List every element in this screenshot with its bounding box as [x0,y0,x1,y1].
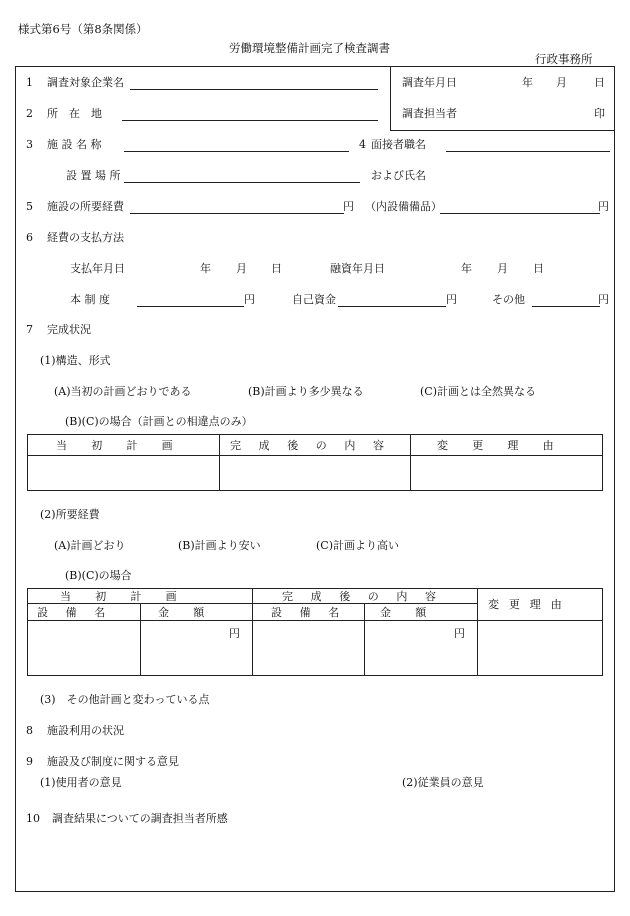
sec5-breakdown: （内設備備品） [365,200,442,213]
t1-header-reason: 変更理由 [437,439,578,452]
t1-cell-result[interactable] [220,456,409,490]
interviewee-title-field[interactable] [446,151,610,152]
loan-year: 年 [461,262,472,275]
t2-cell-equip-result[interactable] [253,621,363,675]
own-funds-label: 自己資金 [292,293,336,306]
difference-case-label: (B)(C)の場合（計画との相違点のみ） [65,415,253,428]
t1-cell-plan[interactable] [28,456,218,490]
cost-option-b[interactable]: (B)計画より安い [178,539,261,552]
employee-opinion-label: (2)従業員の意見 [402,776,484,789]
cost-option-a[interactable]: (A)計画どおり [54,539,126,552]
t2-cell-equip-plan[interactable] [28,621,139,675]
t2-group-plan: 当初計画 [60,590,201,603]
t1-cell-reason[interactable] [411,456,602,490]
company-name-field[interactable] [130,89,378,90]
option-a[interactable]: (A)当初の計画どおりである [54,385,192,398]
loan-day: 日 [533,262,544,275]
survey-box-divider [390,66,391,130]
seal-mark: 印 [594,107,605,120]
t2-cell-reason[interactable] [478,621,602,675]
system-label: 本 制 度 [70,293,110,306]
t2-header-reason: 変更理由 [488,598,572,611]
facility-name-field[interactable] [124,151,349,152]
pay-year: 年 [200,262,211,275]
sec4-label2: および氏名 [371,169,426,182]
sec9-number: 9 [26,755,33,768]
sec3-number: 3 [26,138,33,151]
loan-date-label: 融資年月日 [330,262,385,275]
t1-header-result: 完成後の内容 [230,439,402,452]
system-yen: 円 [244,293,255,306]
own-funds-yen: 円 [446,293,457,306]
sec6-label: 経費の支払方法 [47,231,124,244]
other-changes-subheading: (3) その他計画と変わっている点 [40,693,210,706]
sec7-label: 完成状況 [47,323,91,336]
sec7-number: 7 [26,323,33,336]
t2-header-equip-result: 設備名 [271,606,357,619]
survey-month: 月 [556,76,567,89]
pay-day: 日 [271,262,282,275]
sec4-number: 4 [359,138,366,151]
sec5-label: 施設の所要経費 [47,200,124,213]
sec8-number: 8 [26,724,33,737]
sec4-label: 面接者職名 [371,138,426,151]
sec2-label: 所 在 地 [47,107,102,120]
loan-month: 月 [497,262,508,275]
cost-subheading: (2)所要経費 [40,508,100,521]
sec3-label: 施 設 名 称 [47,138,102,151]
t2-yen-result: 円 [454,627,465,640]
cost-case-label: (B)(C)の場合 [65,569,132,582]
sec10-number: 10 [26,812,40,825]
survey-person-label: 調査担当者 [402,107,457,120]
t1-header-plan: 当初計画 [56,439,197,452]
sec1-label: 調査対象企業名 [47,76,124,89]
other-amount-field[interactable] [532,306,600,307]
survey-year: 年 [522,76,533,89]
t2-header-equip-plan: 設備名 [37,606,123,619]
office-name: 行政事務所 [535,52,593,66]
t2-header-amount-result: 金額 [380,606,451,619]
equipment-cost-field[interactable] [440,213,600,214]
cost-option-c[interactable]: (C)計画より高い [316,539,399,552]
sec9-label: 施設及び制度に関する意見 [47,755,179,768]
t2-cell-amount-plan[interactable] [141,621,251,675]
pay-month: 月 [236,262,247,275]
t2-header-amount-plan: 金額 [158,606,229,619]
document-title: 労働環境整備計画完了検査調書 [229,41,390,55]
location-field[interactable] [124,182,360,183]
t2-group-result: 完成後の内容 [282,590,454,603]
other-label: その他 [492,293,525,306]
sec6-number: 6 [26,231,33,244]
sec10-label: 調査結果についての調査担当者所感 [52,812,228,825]
pay-date-label: 支払年月日 [70,262,125,275]
option-c[interactable]: (C)計画とは全然異なる [420,385,536,398]
address-field[interactable] [122,120,378,121]
t2-yen-plan: 円 [229,627,240,640]
sec5-yen2: 円 [598,200,609,213]
system-amount-field[interactable] [137,306,244,307]
survey-box-bottom [390,130,615,131]
location-label: 設 置 場 所 [66,169,121,182]
sec5-yen1: 円 [343,200,354,213]
structure-subheading: (1)構造、形式 [40,354,111,367]
sec2-number: 2 [26,107,33,120]
sec8-label: 施設利用の状況 [47,724,124,737]
survey-day: 日 [594,76,605,89]
survey-date-label: 調査年月日 [402,76,457,89]
sec1-number: 1 [26,76,33,89]
t2-cell-amount-result[interactable] [365,621,476,675]
cost-field[interactable] [130,213,344,214]
option-b[interactable]: (B)計画より多少異なる [248,385,364,398]
own-funds-field[interactable] [338,306,446,307]
form-number: 様式第6号（第8条関係） [18,22,148,36]
user-opinion-label: (1)使用者の意見 [40,776,122,789]
sec5-number: 5 [26,200,33,213]
other-yen: 円 [598,293,609,306]
